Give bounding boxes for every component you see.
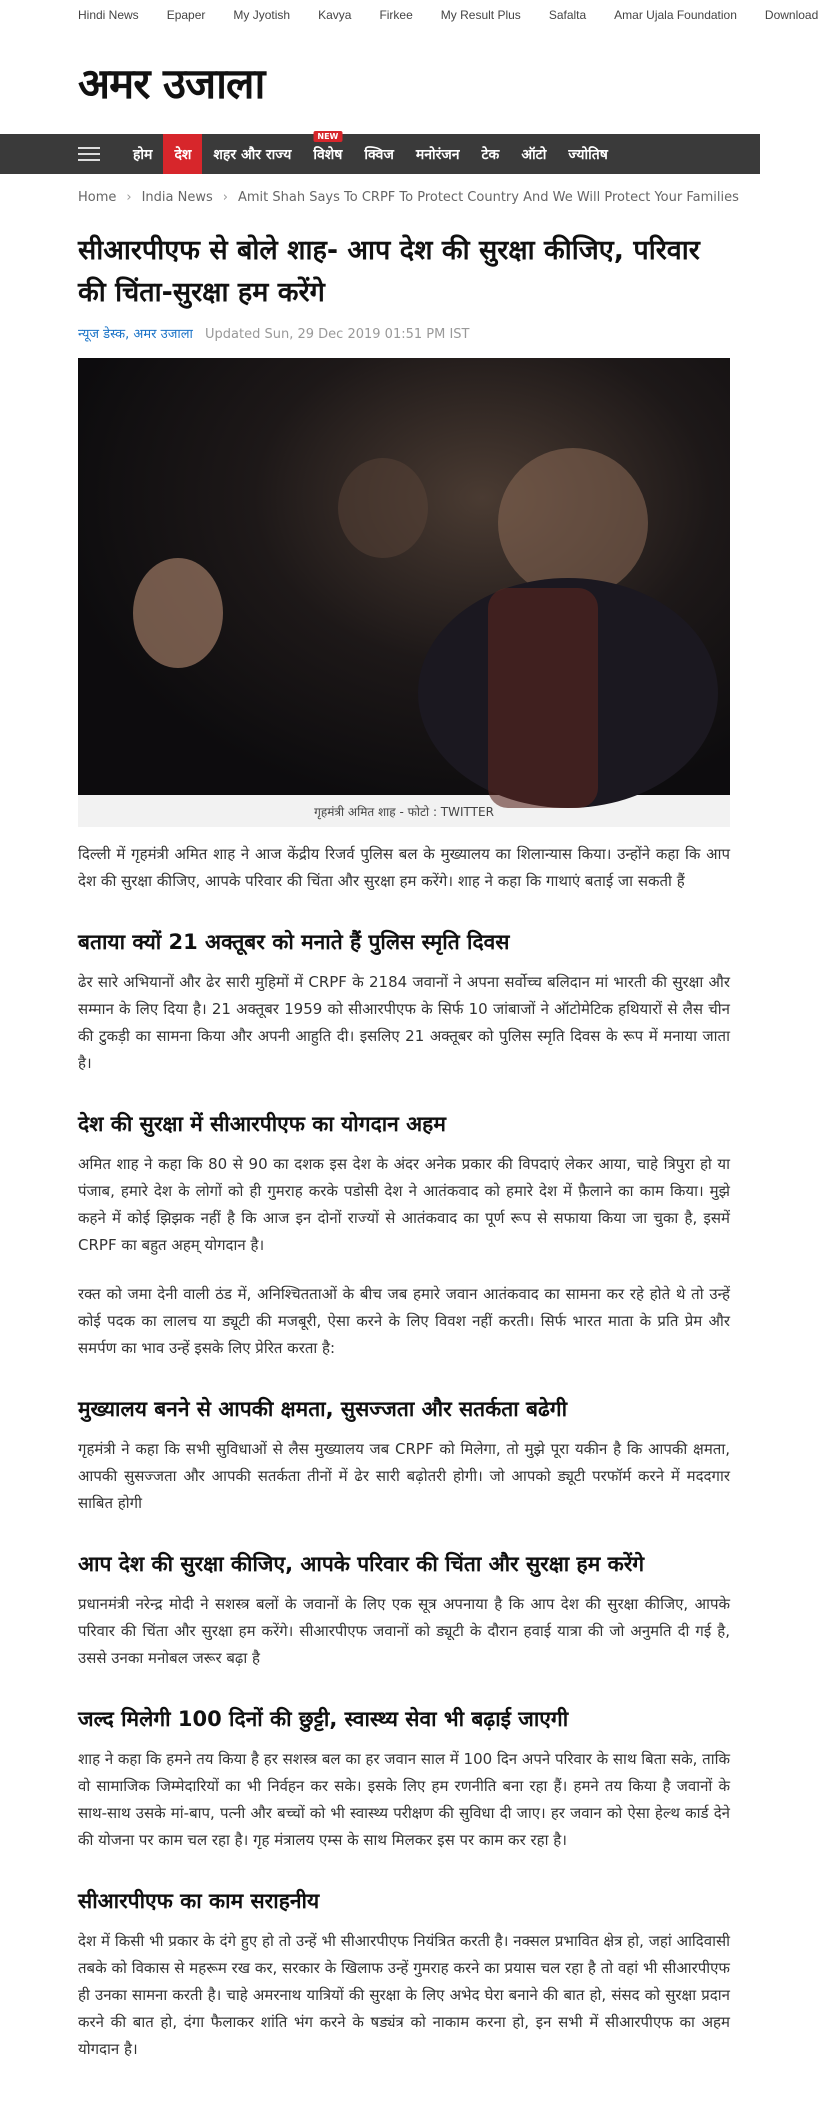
subheading-family-security: आप देश की सुरक्षा कीजिए, आपके परिवार की चिंता और सुरक्षा हम करेंगे [78, 1552, 645, 1576]
image-caption: गृहमंत्री अमित शाह - फोटो : TWITTER [78, 795, 730, 827]
breadcrumb-current: Amit Shah Says To CRPF To Protect Country And We Will Protect Your Families [237, 189, 739, 205]
topbar-link-my-result-plus[interactable]: My Result Plus [440, 8, 521, 22]
main-nav [0, 134, 760, 174]
article-meta [78, 324, 730, 342]
top-links-bar [0, 0, 818, 30]
paragraph: गृहमंत्री ने कहा कि सभी सुविधाओं से लैस मुख्यालय जब CRPF को मिलेगा, तो मुझे पूरा यकीन है कि आपकी क्षमता, आपकी सुसज्जता और आपकी सतर्कता तीनों में ढेर सारी बढ़ोतरी होगी। जो आपको ड्यूटी परफॉर्म करने में मददगार साबित होगी [78, 1440, 730, 1512]
paragraph: ढेर सारे अभियानों और ढेर सारी मुहिमों में CRPF के 2184 जवानों ने अपना सर्वोच्च बलिदान मां भारती की सुरक्षा और सम्मान के लिए दिया है। 21 अक्तूबर 1959 को सीआरपीएफ के सिर्फ 10 जांबाजों ने ऑटोमेटिक हथियारों से लैस चीन की टुकड़ी का सामना किया और अपनी आहुति दी। इसलिए 21 अक्तूबर को पुलिस स्मृति दिवस के रूप में मनाया जाता है। [78, 973, 730, 1072]
nav-item-vishesh-label: विशेष [313, 146, 343, 163]
nav-item-jyotish[interactable]: ज्योतिष [568, 146, 608, 163]
paragraph: शाह ने कहा कि हमने तय किया है हर सशस्त्र बल का हर जवान साल में 100 दिन अपने परिवार के साथ बिता सके, ताकि वो सामाजिक जिम्मेदारियों का भी निर्वहन कर सके। इसके लिए हम रणनीति बना रहा हैं। हमने तय किया है जवानों के साथ-साथ उसके मां-बाप, पत्नी और बच्चों को भी स्वास्थ्य परीक्षण की सुविधा दी जाए। हर जवान को ऐसा हेल्थ कार्ड देने की योजना पर काम चल रहा है। गृह मंत्रालय एम्स के साथ मिलकर इस पर काम कर रहा है। [78, 1750, 730, 1849]
nav-item-manoranjan[interactable]: मनोरंजन [415, 146, 460, 163]
paragraph: अमित शाह ने कहा कि 80 से 90 का दशक इस देश के अंदर अनेक प्रकार की विपदाएं लेकर आया, चाहे त्रिपुरा हो या पंजाब, हमारे देश के लोगों को ही गुमराह करके पडोसी देश ने आतंकवाद को हमारे देश में फ़ैलाने का काम किया। मुझे कहने में कोई झिझक नहीं है कि आज इन दोनों राज्यों से आतंकवाद का पूर्ण रूप से सफाया किया जा चुका है, इसमें CRPF का बहुत अहम् योगदान है। [78, 1155, 730, 1254]
topbar-link-safalta[interactable]: Safalta [548, 8, 587, 22]
topbar-link-epaper[interactable]: Epaper [166, 8, 206, 22]
masthead [0, 30, 760, 134]
nav-item-quiz[interactable]: क्विज [364, 146, 394, 163]
nav-item-auto[interactable]: ऑटो [521, 146, 547, 163]
site-logo[interactable]: अमर उजाला [78, 58, 265, 108]
breadcrumb-india-news[interactable]: India News [141, 189, 213, 205]
updated-timestamp: Updated Sun, 29 Dec 2019 01:51 PM IST [205, 327, 470, 342]
nav-item-desh[interactable]: देश [163, 134, 202, 174]
article-headline: सीआरपीएफ से बोले शाह- आप देश की सुरक्षा कीजिए, परिवार की चिंता-सुरक्षा हम करेंगे [78, 235, 700, 308]
chevron-right-icon: › [222, 189, 228, 205]
topbar-link-hindi-news[interactable]: Hindi News [78, 8, 139, 22]
author-link[interactable]: न्यूज डेस्क, अमर उजाला [78, 327, 193, 342]
article-body [0, 230, 760, 2063]
subheading-100-days-leave: जल्द मिलेगी 100 दिनों की छुट्टी, स्वास्थ्य सेवा भी बढ़ाई जाएगी [78, 1707, 569, 1731]
breadcrumb [0, 174, 760, 220]
subheading-crpf-contribution: देश की सुरक्षा में सीआरपीएफ का योगदान अहम [78, 1112, 446, 1136]
nav-item-vishesh[interactable] [302, 134, 353, 174]
chevron-right-icon: › [126, 189, 132, 205]
subheading-police-smriti-divas: बताया क्यों 21 अक्तूबर को मनाते हैं पुलिस स्मृति दिवस [78, 930, 510, 954]
subheading-headquarters: मुख्यालय बनने से आपकी क्षमता, सुसज्जता और सतर्कता बढेगी [78, 1397, 568, 1421]
article-hero-image [78, 358, 730, 795]
new-badge: NEW [313, 131, 342, 142]
topbar-link-foundation[interactable]: Amar Ujala Foundation [614, 8, 737, 22]
paragraph: रक्त को जमा देनी वाली ठंड में, अनिश्चितताओं के बीच जब हमारे जवान आतंकवाद का सामना कर रहे होते थे तो उन्हें कोई पदक का लालच या ड्यूटी की मजबूरी, ऐसा करने के लिए विवश नहीं करती। सिर्फ भारत माता के प्रति प्रेम और समर्पण का भाव उन्हें इसके लिए प्रेरित करता है: [78, 1285, 730, 1357]
nav-item-shahar-rajya[interactable]: शहर और राज्य [213, 146, 292, 163]
topbar-link-kavya[interactable]: Kavya [318, 8, 352, 22]
topbar-link-firkee[interactable]: Firkee [379, 8, 413, 22]
paragraph: देश में किसी भी प्रकार के दंगे हुए हो तो उन्हें भी सीआरपीएफ नियंत्रित करती है। नक्सल प्रभावित क्षेत्र हो, जहां आदिवासी तबके को विकास से महरूम रख कर, सरकार के खिलाफ उन्हें गुमराह करने का प्रयास चल रहा है तो वहां भी सीआरपीएफ ही उनका सामना करती है। चाहे अमरनाथ यात्रियों की सुरक्षा के लिए अभेद घेरा बनाने की बात हो, संसद को सुरक्षा प्रदान करने की बात हो, दंगा फैलाकर शांति भंग करने के षड्यंत्र को नाकाम करना हो, इन सभी में सीआरपीएफ का अहम योगदान है। [78, 1932, 730, 2058]
breadcrumb-home[interactable]: Home [78, 189, 117, 205]
nav-item-home[interactable]: होम [133, 146, 153, 163]
topbar-link-my-jyotish[interactable]: My Jyotish [233, 8, 291, 22]
subheading-crpf-work: सीआरपीएफ का काम सराहनीय [78, 1889, 320, 1913]
hamburger-menu-icon[interactable] [78, 134, 122, 174]
paragraph: प्रधानमंत्री नरेन्द्र मोदी ने सशस्त्र बलों के जवानों के लिए एक सूत्र अपनाया है कि आप देश की सुरक्षा कीजिए, आपके परिवार की चिंता और सुरक्षा हम करेंगे। सीआरपीएफ जवानों को ड्यूटी के दौरान हवाई यात्रा की जो अनुमति दी गई है, उससे उनका मनोबल जरूर बढ़ा है [78, 1595, 730, 1667]
nav-item-tech[interactable]: टेक [481, 146, 500, 163]
topbar-link-download[interactable]: Download [764, 8, 818, 22]
article-lead: दिल्ली में गृहमंत्री अमित शाह ने आज केंद्रीय रिजर्व पुलिस बल के मुख्यालय का शिलान्यास किया। उन्होंने कहा कि आप देश की सुरक्षा कीजिए, आपके परिवार की चिंता और सुरक्षा हम करेंगे। शाह ने कहा कि गाथाएं बताई जा सकती हैं [78, 845, 730, 890]
